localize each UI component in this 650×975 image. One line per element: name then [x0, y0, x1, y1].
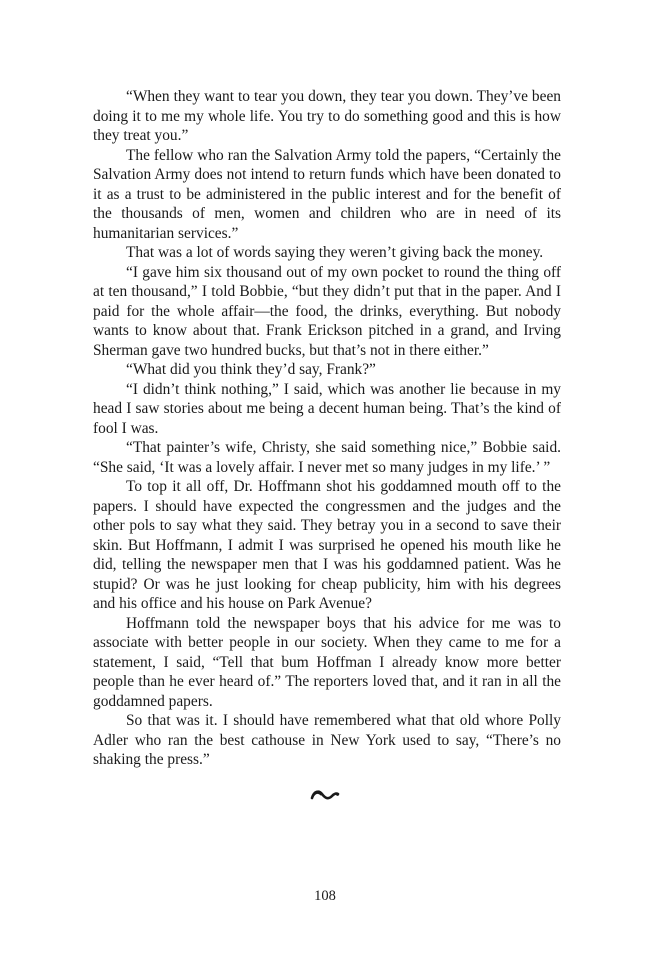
paragraph: That was a lot of words saying they weren’t giving back the money.: [126, 244, 544, 261]
paragraph: So that was it. I should have remembered what that old whore Polly Adler who ran the best cathouse in New York used to say, “There’s no shaking the press.”: [93, 712, 561, 768]
text-block: [93, 87, 561, 770]
paragraph: The fellow who ran the Salvation Army told the papers, “Certainly the Salvation Army does not intend to return funds which have been donated to it as a trust to be administered in the public interest and for the benefit of the thousands of men, women and children who are in need of its humanitarian services.”: [93, 146, 561, 242]
paragraph: “I didn’t think nothing,” I said, which was another lie because in my head I saw stories about me being a decent human being. That’s the kind of fool I was.: [93, 380, 561, 437]
paragraph: Hoffmann told the newspaper boys that his advice for me was to associate with better people in our society. When they came to me for a statement, I said, “Tell that bum Hoffman I already know more better people than he ever heard of.” The reporters loved that, and it ran in all the goddamned papers.: [93, 614, 561, 710]
page-body: [93, 87, 561, 770]
swash-ornament-icon: [310, 788, 340, 802]
paragraph: “That painter’s wife, Christy, she said something nice,” Bobbie said. “She said, ‘It was a lovely affair. I never met so many judges in my life.’ ”: [93, 439, 561, 476]
paragraph: “When they want to tear you down, they tear you down. They’ve been doing it to me my whole life. You try to do something good and this is how they treat you.”: [93, 88, 561, 144]
section-ornament: [0, 788, 650, 807]
paragraph: “What did you think they’d say, Frank?”: [126, 361, 376, 378]
page-number: 108: [314, 888, 336, 904]
paragraph: To top it all off, Dr. Hoffmann shot his goddamned mouth off to the papers. I should have expected the congressmen and the judges and the other pols to say what they said. They betray you in a second to save their skin. But Hoffmann, I admit I was surprised he opened his mouth like he did, telling the newspaper men that I was his goddamned patient. Was he stupid? Or was he just looking for cheap publicity, him with his degrees and his office and his house on Park Avenue?: [93, 478, 561, 612]
paragraph: “I gave him six thousand out of my own pocket to round the thing off at ten thousand,” I told Bobbie, “but they didn’t put that in the paper. And I paid for the whole affair—the food, the drinks, everything. But nobody wants to know about that. Frank Erickson pitched in a grand, and Irving Sherman gave two hundred bucks, but that’s not in there either.”: [93, 263, 561, 359]
